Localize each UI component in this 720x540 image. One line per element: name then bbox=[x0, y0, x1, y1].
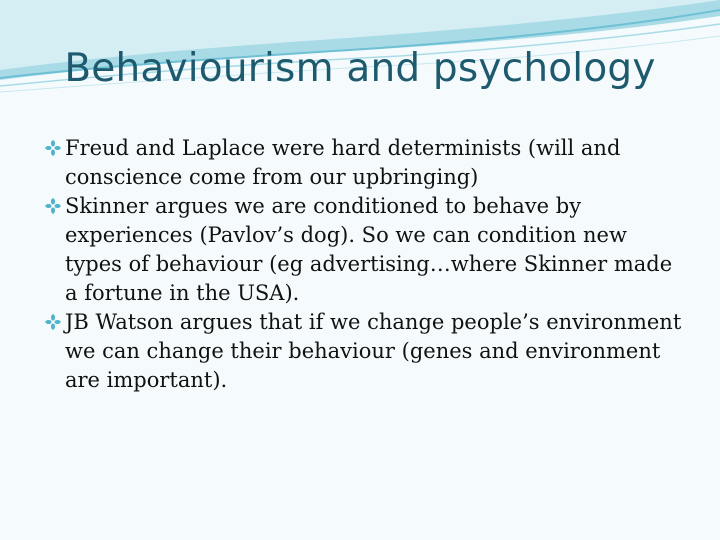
bullet-item bbox=[44, 192, 684, 308]
bullet-list bbox=[44, 134, 684, 395]
flower-bullet-icon bbox=[44, 197, 62, 215]
bullet-item bbox=[44, 134, 684, 192]
flower-bullet-icon bbox=[44, 313, 62, 331]
flower-bullet-icon bbox=[44, 139, 62, 157]
bullet-text: JB Watson argues that if we change people’s environment we can change their behaviour (genes and environment are important). bbox=[65, 310, 682, 392]
bullet-text: Freud and Laplace were hard determinists (will and conscience come from our upbringing) bbox=[65, 136, 621, 189]
slide-title: Behaviourism and psychology bbox=[64, 46, 656, 91]
bullet-item bbox=[44, 308, 684, 395]
bullet-text: Skinner argues we are conditioned to behave by experiences (Pavlov’s dog). So we can condition new types of behaviour (eg advertising…where Skinner made a fortune in the USA). bbox=[65, 194, 673, 305]
